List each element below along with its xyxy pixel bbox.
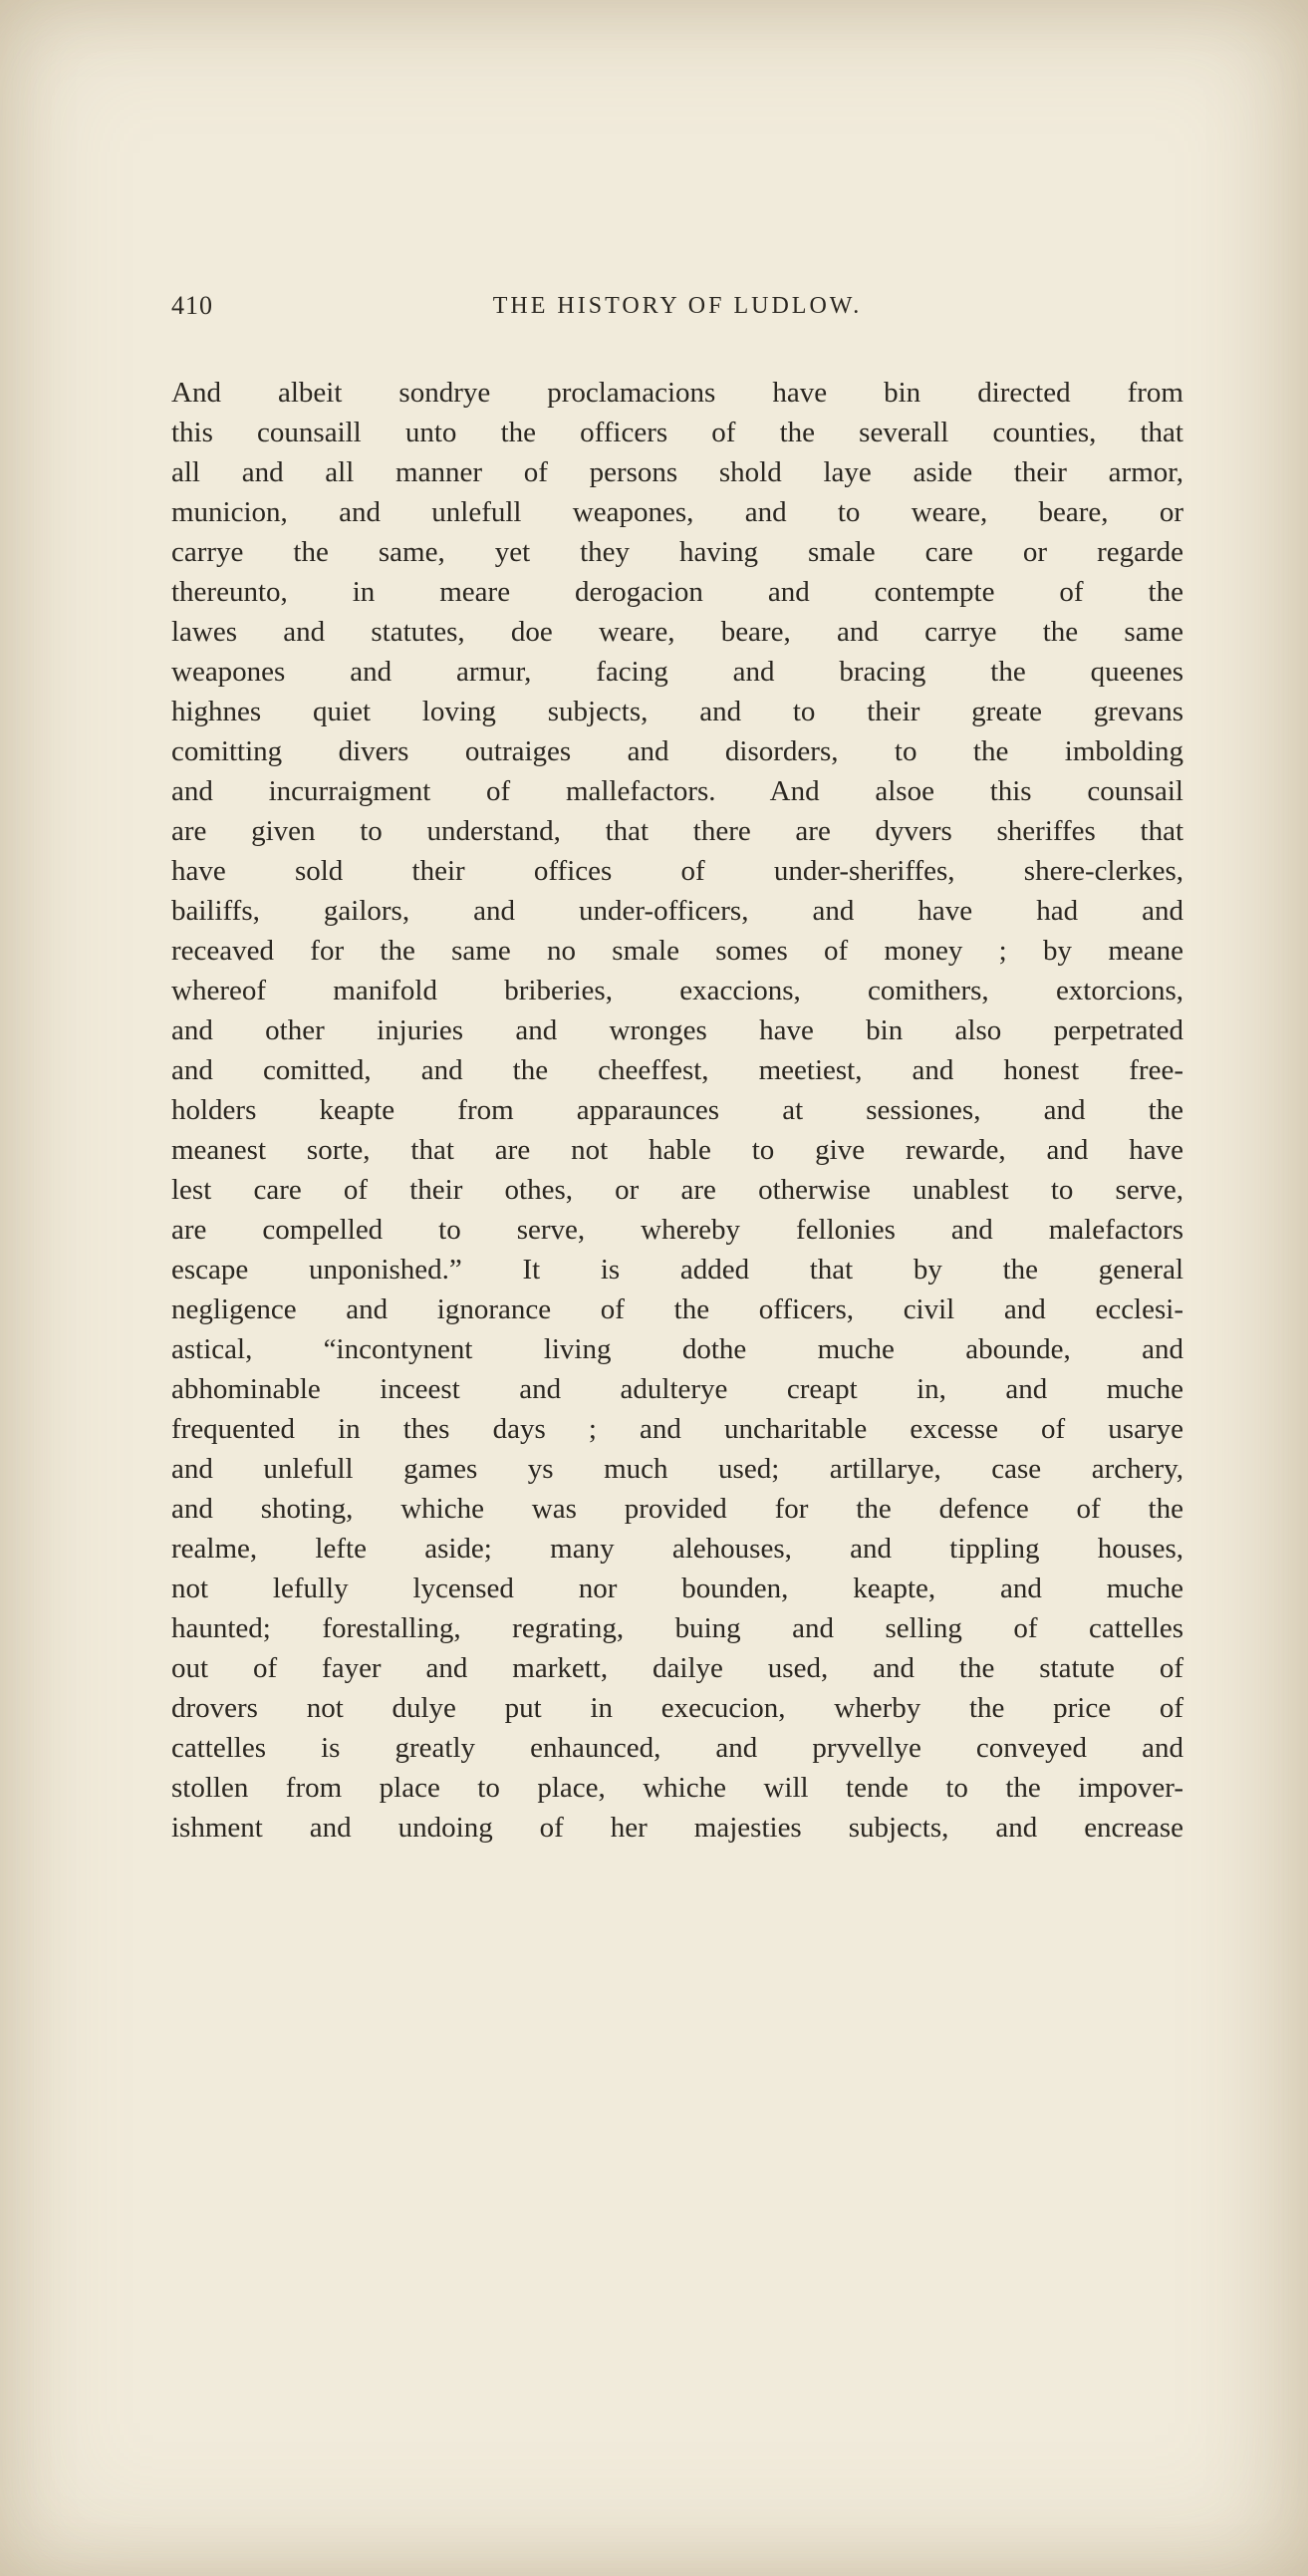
- text-line: cattelles is greatly enhaunced, and pryvellye conveyed and: [171, 1732, 1183, 1764]
- text-line: out of fayer and markett, dailye used, and the statute of: [171, 1652, 1183, 1684]
- text-line: and comitted, and the cheeffest, meetiest, and honest free-: [171, 1054, 1183, 1086]
- text-line: highnes quiet loving subjects, and to their greate grevans: [171, 696, 1183, 727]
- text-line: ishment and undoing of her majesties subjects, and encrease: [171, 1812, 1183, 1844]
- text-line: and shoting, whiche was provided for the defence of the: [171, 1493, 1183, 1525]
- text-line: haunted; forestalling, regrating, buing and selling of cattelles: [171, 1612, 1183, 1644]
- text-line: bailiffs, gailors, and under-officers, and have had and: [171, 895, 1183, 927]
- text-line: all and all manner of persons shold laye aside their armor,: [171, 456, 1183, 488]
- text-line: abhominable inceest and adulterye creapt in, and muche: [171, 1373, 1183, 1405]
- text-line: and unlefull games ys much used; artillarye, case archery,: [171, 1453, 1183, 1485]
- text-line: carrye the same, yet they having smale care or regarde: [171, 536, 1183, 568]
- text-line: lawes and statutes, doe weare, beare, and carrye the same: [171, 616, 1183, 648]
- text-line: receaved for the same no smale somes of money ; by meane: [171, 935, 1183, 967]
- text-line: astical, “incontynent living dothe muche abounde, and: [171, 1333, 1183, 1365]
- text-line: and incurraigment of mallefactors. And alsoe this counsail: [171, 775, 1183, 807]
- page-number: 410: [171, 291, 213, 320]
- text-line: lest care of their othes, or are otherwise unablest to serve,: [171, 1174, 1183, 1206]
- text-line: escape unponished.” It is added that by the general: [171, 1254, 1183, 1286]
- text-line: holders keapte from apparaunces at sessiones, and the: [171, 1094, 1183, 1126]
- text-line: comitting divers outraiges and disorders, to the imbolding: [171, 735, 1183, 767]
- text-line: have sold their offices of under-sheriffes, shere-clerkes,: [171, 855, 1183, 887]
- text-line: municion, and unlefull weapones, and to weare, beare, or: [171, 496, 1183, 528]
- text-line: stollen from place to place, whiche will tende to the impover-: [171, 1772, 1183, 1804]
- text-line: not lefully lycensed nor bounden, keapte, and muche: [171, 1573, 1183, 1604]
- text-line: are compelled to serve, whereby fellonies and malefactors: [171, 1214, 1183, 1246]
- text-line: are given to understand, that there are dyvers sheriffes that: [171, 815, 1183, 847]
- text-line: frequented in thes days ; and uncharitable excesse of usarye: [171, 1413, 1183, 1445]
- text-line: drovers not dulye put in execucion, wherby the price of: [171, 1692, 1183, 1724]
- text-line: weapones and armur, facing and bracing the queenes: [171, 656, 1183, 688]
- text-line: and other injuries and wronges have bin also perpetrated: [171, 1014, 1183, 1046]
- text-line: this counsaill unto the officers of the severall counties, that: [171, 417, 1183, 448]
- text-line: And albeit sondrye proclamacions have bin directed from: [171, 377, 1183, 409]
- running-title: THE HISTORY OF LUDLOW.: [492, 293, 863, 319]
- page-header: [171, 291, 1183, 331]
- text-line: thereunto, in meare derogacion and contempte of the: [171, 576, 1183, 608]
- text-line: realme, lefte aside; many alehouses, and tippling houses,: [171, 1533, 1183, 1565]
- text-line: meanest sorte, that are not hable to give rewarde, and have: [171, 1134, 1183, 1166]
- body-text: [171, 373, 1183, 1848]
- text-line: whereof manifold briberies, exaccions, comithers, extorcions,: [171, 975, 1183, 1006]
- text-line: negligence and ignorance of the officers, civil and ecclesi-: [171, 1293, 1183, 1325]
